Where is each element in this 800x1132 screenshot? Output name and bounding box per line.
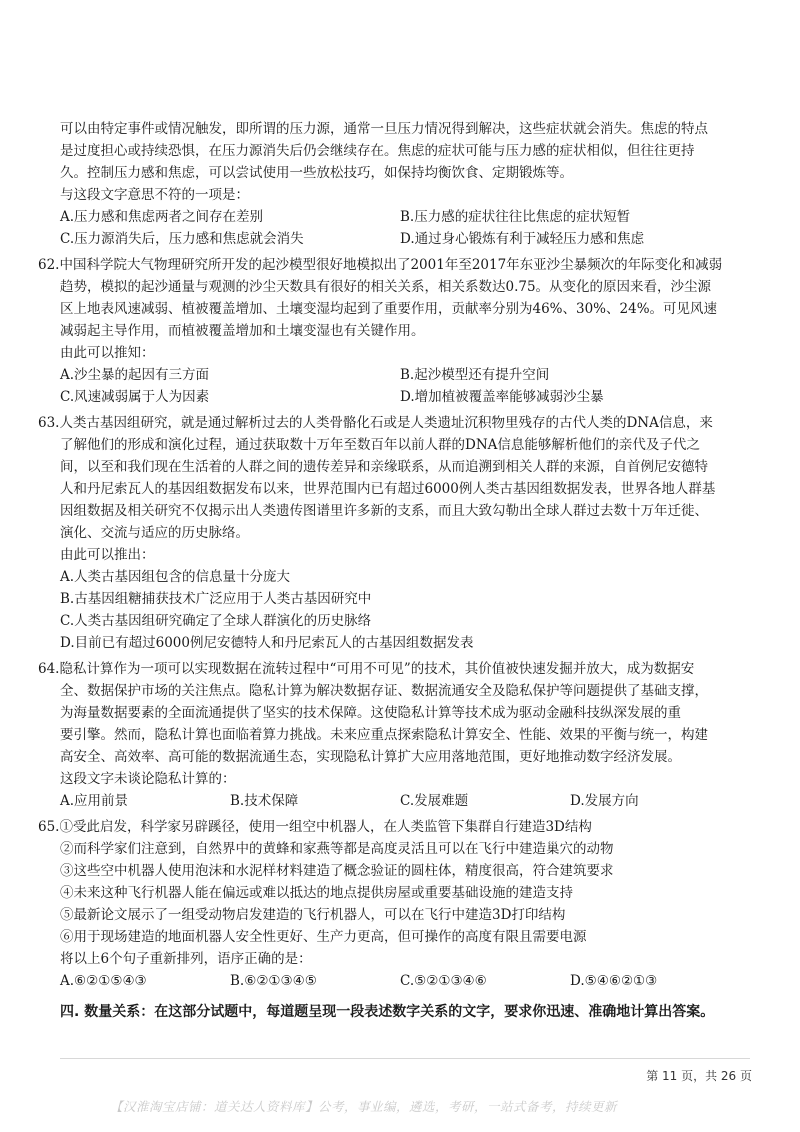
- question-61-continuation: [60, 118, 760, 250]
- question-stem: 这段文字未谈论隐私计算的：: [60, 771, 236, 787]
- passage-line: 要引擎。然而，隐私计算也面临着算力挑战。未来应重点探索隐私计算安全、性能、效果的平衡与统一，构建: [60, 727, 708, 743]
- options: [60, 970, 760, 992]
- option-b[interactable]: B.起沙模型还有提升空间: [400, 367, 550, 383]
- options: [60, 206, 760, 250]
- passage-line: 趋势，模拟的起沙通量与观测的沙尘天数具有很好的相关关系，相关系数达0.75。从变化的原因来看，沙尘源: [60, 279, 712, 295]
- sentence-line: ⑥用于现场建造的地面机器人安全性更好、生产力更高，但可操作的高度有限且需要电源: [60, 929, 587, 945]
- option-d[interactable]: D.通过身心锻炼有利于减轻压力感和焦虑: [400, 231, 645, 247]
- passage-line: 62.中国科学院大气物理研究所开发的起沙模型很好地模拟出了2001年至2017年东亚沙尘暴频次的年际变化和减弱: [38, 257, 723, 273]
- passage-line: 区上地表风速减弱、植被覆盖增加、土壤变湿均起到了重要作用，贡献率分别为46%、30%、24%。可见风速: [60, 301, 718, 317]
- option-c[interactable]: C.人类古基因组研究确定了全球人群演化的历史脉络: [60, 613, 372, 629]
- option-d[interactable]: D.⑤④⑥②①③: [570, 973, 658, 989]
- passage-line: 64.隐私计算作为一项可以实现数据在流转过程中“可用不可见”的技术，其价值被快速发掘并放大，成为数据安: [38, 661, 695, 677]
- option-c[interactable]: C.压力源消失后，压力感和焦虑就会消失: [60, 231, 304, 247]
- page-number: 第 11 页，共 26 页: [646, 1069, 752, 1083]
- option-b[interactable]: B.压力感的症状往往比焦虑的症状短暂: [400, 209, 631, 225]
- question-64: [38, 658, 760, 812]
- question-stem: 由此可以推出：: [60, 547, 155, 563]
- option-a[interactable]: A.人类古基因组包含的信息量十分庞大: [60, 569, 291, 585]
- watermark-text: 【汉淮淘宝店铺：道关达人资料库】公考，事业编，遴选，考研，一站式备考，持续更新: [110, 1099, 618, 1114]
- passage-line: 间，以至和我们现在生活着的人群之间的遗传差异和亲缘联系，从而追溯到相关人群的来源，自首例尼安德特: [60, 459, 708, 475]
- passage-line: 减弱起主导作用，而植被覆盖增加和土壤变湿也有关键作用。: [60, 323, 425, 339]
- option-b[interactable]: B.技术保障: [230, 793, 299, 809]
- question-63: [38, 412, 760, 654]
- question-stem: 由此可以推知：: [60, 345, 155, 361]
- passage-line: 人和丹尼索瓦人的基因组数据发布以来，世界范围内已有超过6000例人类古基因组数据发表，世界各地人群基: [60, 481, 716, 497]
- sentence-line: ⑤最新论文展示了一组受动物启发建造的飞行机器人，可以在飞行中建造3D打印结构: [60, 907, 566, 923]
- footer-divider: [60, 1058, 750, 1059]
- option-d[interactable]: D.目前已有超过6000例尼安德特人和丹尼索瓦人的古基因组数据发表: [60, 635, 474, 651]
- passage-line: 久。控制压力感和焦虑，可以尝试使用一些放松技巧，如保持均衡饮食、定期锻炼等。: [60, 165, 573, 181]
- section-heading: 四. 数量关系：在这部分试题中，每道题呈现一段表述数字关系的文字，要求你迅速、准确地计算出答案。: [60, 1004, 715, 1020]
- option-c[interactable]: C.风速减弱属于人为因素: [60, 389, 210, 405]
- sentence-line: ②而科学家们注意到，自然界中的黄蜂和家燕等都是高度灵活且可以在飞行中建造巢穴的动物: [60, 841, 614, 857]
- option-c[interactable]: C.⑤②①③④⑥: [400, 973, 487, 989]
- questions-area: [38, 118, 760, 992]
- passage-line: 了解他们的形成和演化过程，通过获取数十万年至数百年以前人群的DNA信息能够解析他们的亲代及子代之: [60, 437, 700, 453]
- question-stem: 与这段文字意思不符的一项是：: [60, 187, 249, 203]
- question-65: [38, 816, 760, 992]
- passage-line: 为海量数据要素的全面流通提供了坚实的技术保障。这使隐私计算等技术成为驱动金融科技纵深发展的重: [60, 705, 681, 721]
- sentence-line: ③这些空中机器人使用泡沫和水泥样材料建造了概念验证的圆柱体，精度很高，符合建筑要求: [60, 863, 614, 879]
- options: [60, 790, 760, 812]
- option-b[interactable]: B.古基因组糖捕获技术广泛应用于人类古基因研究中: [60, 591, 372, 607]
- option-d[interactable]: D.发展方向: [570, 793, 639, 809]
- sentence-line: 65.①受此启发，科学家另辟蹊径，使用一组空中机器人，在人类监管下集群自行建造3D结构: [38, 819, 592, 835]
- option-a[interactable]: A.应用前景: [60, 793, 129, 809]
- option-a[interactable]: A.⑥②①⑤④③: [60, 973, 147, 989]
- sentence-line: ④未来这种飞行机器人能在偏远或难以抵达的地点提供房屋或重要基础设施的建造支持: [60, 885, 573, 901]
- question-62: [38, 254, 760, 408]
- option-a[interactable]: A.沙尘暴的起因有三方面: [60, 367, 210, 383]
- passage-line: 演化、交流与适应的历史脉络。: [60, 525, 249, 541]
- passage-line: 可以由特定事件或情况触发，即所谓的压力源，通常一旦压力情况得到解决，这些症状就会消失。焦虑的特点: [60, 121, 708, 137]
- option-d[interactable]: D.增加植被覆盖率能够减弱沙尘暴: [400, 389, 604, 405]
- question-stem: 将以上6个句子重新排列，语序正确的是：: [60, 951, 312, 967]
- passage-line: 全、数据保护市场的关注焦点。隐私计算为解决数据存证、数据流通安全及隐私保护等问题提供了基础支撑，: [60, 683, 708, 699]
- passage-line: 因组数据及相关研究不仅揭示出人类遗传图谱里许多新的支系，而且大致勾勒出全球人群过去数十万年迁徙、: [60, 503, 708, 519]
- passage-line: 高安全、高效率、高可能的数据流通生态，实现隐私计算扩大应用落地范围，更好地推动数字经济发展。: [60, 749, 681, 765]
- passage-line: 是过度担心或持续恐惧，在压力源消失后仍会继续存在。焦虑的症状可能与压力感的症状相似，但往往更持: [60, 143, 695, 159]
- options: [60, 364, 760, 408]
- passage-line: 63.人类古基因组研究，就是通过解析过去的人类骨骼化石或是人类遗址沉积物里残存的古代人类的DNA信息，来: [38, 415, 713, 431]
- option-c[interactable]: C.发展难题: [400, 793, 469, 809]
- option-a[interactable]: A.压力感和焦虑两者之间存在差别: [60, 209, 264, 225]
- option-b[interactable]: B.⑥②①③④⑤: [230, 973, 317, 989]
